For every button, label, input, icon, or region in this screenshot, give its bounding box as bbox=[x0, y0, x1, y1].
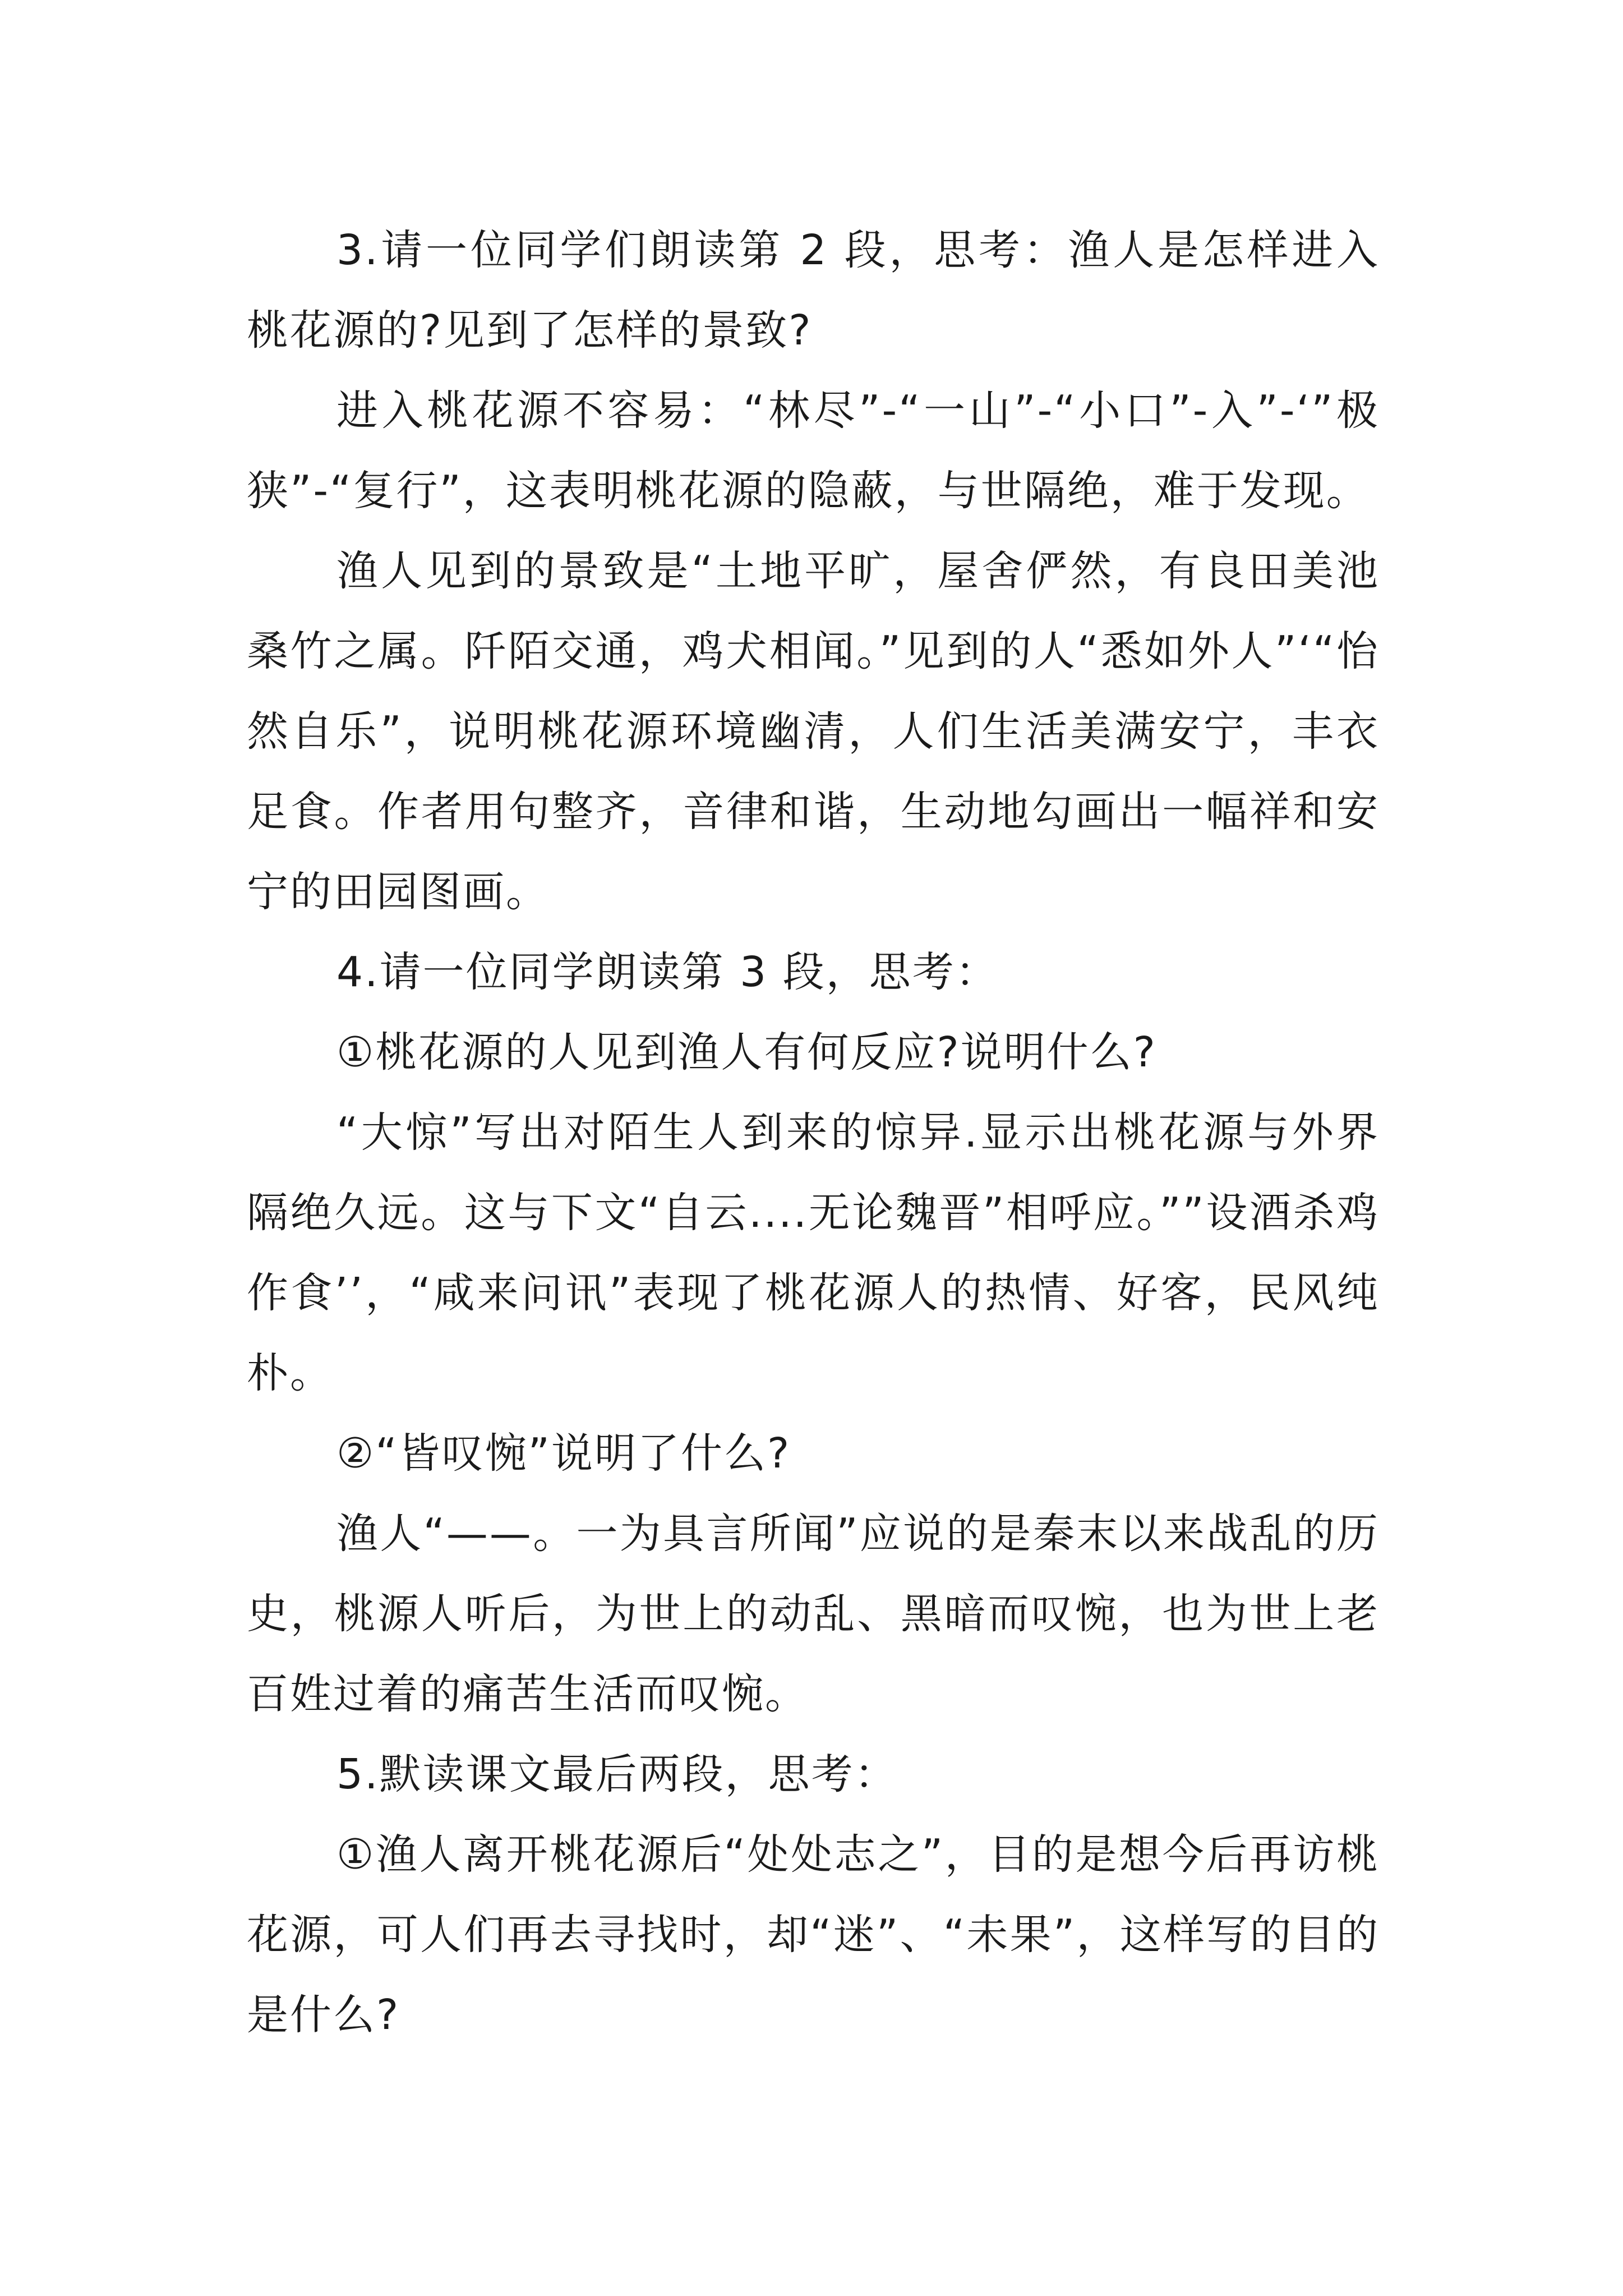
paragraph-question-4: 4.请一位同学朗读第 3 段，思考： bbox=[336, 948, 999, 996]
paragraph-scenery: 渔人见到的景致是“土地平旷，屋舍俨然，有良田美池桑竹之属。阡陌交通，鸡犬相闻。”见到的人“悉如外人”‘“怡然自乐”，说明桃花源环境幽清，人们生活美满安宁，丰衣足食。作者用句整齐，音律和谐，生动地勾画出一幅祥和安宁的田园图画。 bbox=[247, 547, 1380, 916]
paragraph-answer-4-2: 渔人“——。一为具言所闻”应说的是秦末以来战乱的历史，桃源人听后，为世上的动乱、黑暗而叹惋，也为世上老百姓过着的痛苦生活而叹惋。 bbox=[247, 1510, 1380, 1718]
paragraph-entering-peach-blossom-spring: 进入桃花源不容易：“林尽”-“一山”-“小口”-入”-‘”极狭”-“复行”，这表明桃花源的隐蔽，与世隔绝，难于发现。 bbox=[247, 386, 1380, 515]
paragraph-question-5: 5.默读课文最后两段，思考： bbox=[336, 1750, 898, 1798]
paragraph-question-4-1: ①桃花源的人见到渔人有何反应?说明什么? bbox=[336, 1028, 1157, 1076]
paragraph-answer-4-1: “大惊”写出对陌生人到来的惊异.显示出桃花源与外界隔绝久远。这与下文“自云....无论魏晋”相呼应。””设酒杀鸡作食’’，“咸来问讯”表现了桃花源人的热情、好客，民风纯朴。 bbox=[247, 1108, 1380, 1397]
paragraph-question-5-1: ①渔人离开桃花源后“处处志之”，目的是想今后再访桃花源，可人们再去寻找时，却“迷”、“未果”，这样写的目的是什么? bbox=[247, 1830, 1380, 2039]
document-page bbox=[247, 210, 1380, 2055]
paragraph-question-4-2: ②“皆叹惋”说明了什么? bbox=[336, 1429, 791, 1478]
paragraph-question-3: 3.请一位同学们朗读第 2 段，思考：渔人是怎样进入桃花源的?见到了怎样的景致? bbox=[247, 226, 1380, 355]
